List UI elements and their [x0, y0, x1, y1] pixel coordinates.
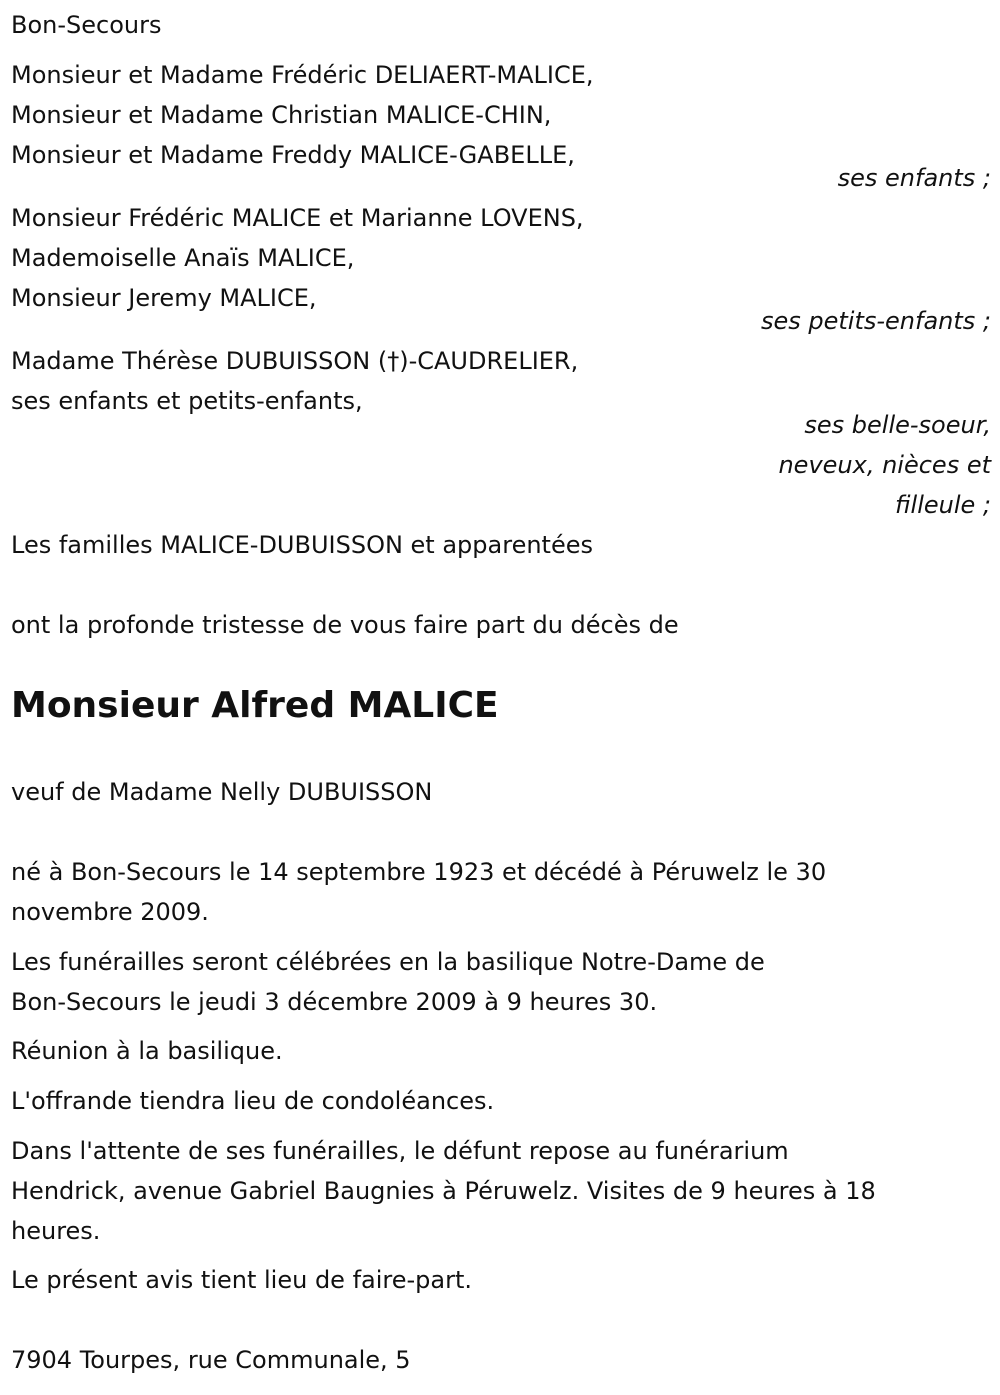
- sister-in-law-relation-1: ses belle-soeur,: [804, 411, 991, 439]
- sister-in-law-line-2: ses enfants et petits-enfants,: [11, 387, 363, 415]
- children-line-2: Monsieur et Madame Christian MALICE-CHIN,: [11, 101, 552, 129]
- grandchildren-line-3: Monsieur Jeremy MALICE,: [11, 284, 317, 312]
- children-line-1: Monsieur et Madame Frédéric DELIAERT-MALICE,: [11, 61, 594, 89]
- birth-death-line-2: novembre 2009.: [11, 898, 209, 926]
- notice-line: Le présent avis tient lieu de faire-part.: [11, 1266, 473, 1294]
- announcement-line: ont la profonde tristesse de vous faire part du décès de: [11, 611, 679, 639]
- grandchildren-relation: ses petits-enfants ;: [760, 307, 991, 335]
- sister-in-law-line-1: Madame Thérèse DUBUISSON (†)-CAUDRELIER,: [11, 347, 579, 375]
- repose-line-3: heures.: [11, 1217, 101, 1245]
- header-place: Bon-Secours: [11, 11, 162, 39]
- children-line-3: Monsieur et Madame Freddy MALICE-GABELLE,: [11, 141, 575, 169]
- deceased-name: Monsieur Alfred MALICE: [11, 685, 499, 726]
- funeral-line-2: Bon-Secours le jeudi 3 décembre 2009 à 9 heures 30.: [11, 988, 658, 1016]
- widower-line: veuf de Madame Nelly DUBUISSON: [11, 778, 433, 806]
- sister-in-law-relation-2: neveux, nièces et: [778, 451, 991, 479]
- families-line: Les familles MALICE-DUBUISSON et apparentées: [11, 531, 593, 559]
- birth-death-line-1: né à Bon-Secours le 14 septembre 1923 et décédé à Péruwelz le 30: [11, 858, 827, 886]
- offering-line: L'offrande tiendra lieu de condoléances.: [11, 1087, 495, 1115]
- sister-in-law-relation-3: filleule ;: [895, 491, 991, 519]
- grandchildren-line-2: Mademoiselle Anaïs MALICE,: [11, 244, 355, 272]
- grandchildren-line-1: Monsieur Frédéric MALICE et Marianne LOVENS,: [11, 204, 584, 232]
- children-relation: ses enfants ;: [837, 164, 991, 192]
- meeting-line: Réunion à la basilique.: [11, 1037, 283, 1065]
- repose-line-2: Hendrick, avenue Gabriel Baugnies à Péruwelz. Visites de 9 heures à 18: [11, 1177, 876, 1205]
- address-line: 7904 Tourpes, rue Communale, 5: [11, 1346, 411, 1374]
- repose-line-1: Dans l'attente de ses funérailles, le défunt repose au funérarium: [11, 1137, 789, 1165]
- funeral-line-1: Les funérailles seront célébrées en la basilique Notre-Dame de: [11, 948, 765, 976]
